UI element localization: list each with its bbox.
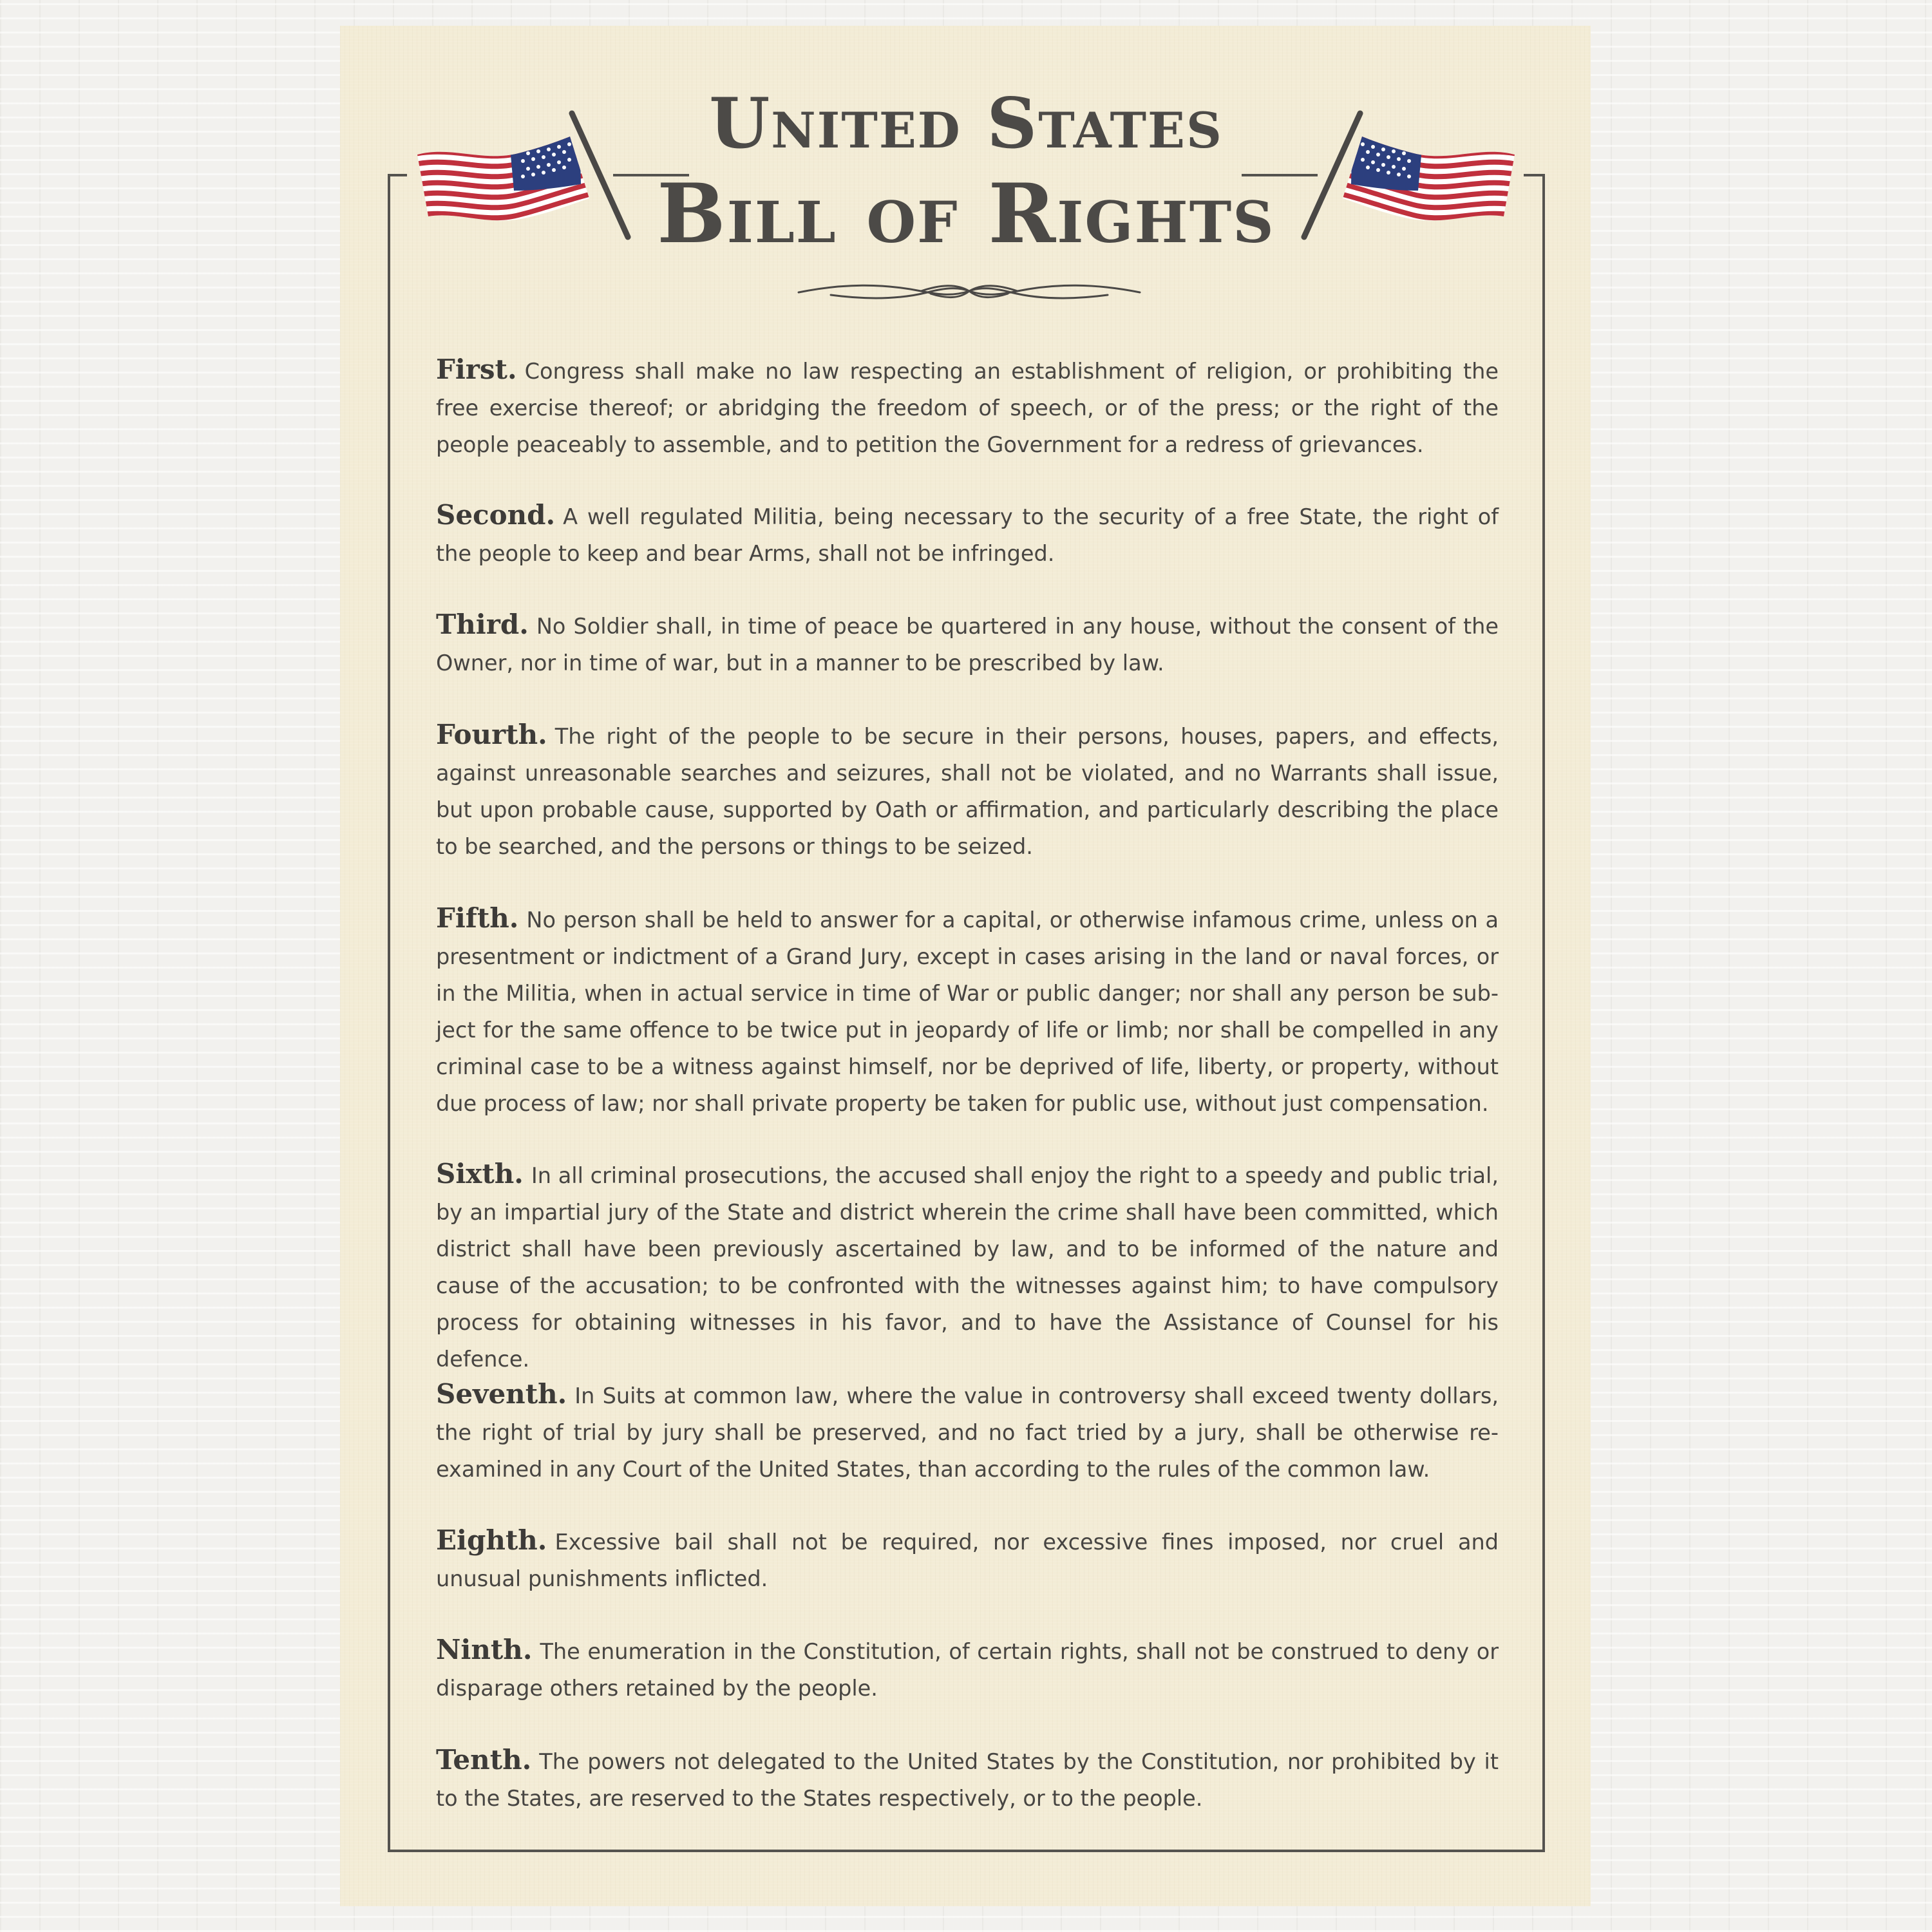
frame-bottom-border xyxy=(388,1850,1545,1852)
amendment-text: The powers not delegated to the United States by the Constitution, nor prohibited by it to the States, are reserved to the States respectively, or to the people. xyxy=(436,1749,1499,1811)
amendment-ninth xyxy=(436,1631,1499,1707)
amendment-text: No Soldier shall, in time of peace be quartered in any house, without the consent of the Owner, nor in time of war, but in a manner to be prescribed by law. xyxy=(436,614,1499,676)
amendment-third xyxy=(436,606,1499,681)
amendment-text: Excessive bail shall not be required, nor excessive fines imposed, nor cruel and unusual punishments inflicted. xyxy=(436,1530,1499,1591)
amendment-ordinal: Tenth. xyxy=(436,1744,532,1776)
amendment-tenth xyxy=(436,1741,1499,1817)
document-title-line-2: Bill of Rights xyxy=(657,166,1275,261)
amendment-ordinal: Third. xyxy=(436,609,529,640)
frame-left-border xyxy=(388,174,390,1852)
amendment-text: The right of the people to be secure in their persons, houses, papers, and effects, against unreasonable searches and seizures, shall not be violated, and no Warrants shall issue, but upon probable cause, supported by Oath or affirmation, and particularly describing the place to be searched, and the persons or things to be seized. xyxy=(436,724,1499,859)
amendment-text: Congress shall make no law respecting an establishment of religion, or prohibiting the free exercise thereof; or abridging the freedom of speech, or of the press; or the right of the people peaceably to assemble, and to petition the Government for a redress of grievances. xyxy=(436,359,1499,457)
document-title-line-1: United States xyxy=(709,83,1223,164)
flourish-divider-icon xyxy=(792,278,1146,304)
amendment-ordinal: Fourth. xyxy=(436,719,547,750)
amendment-ordinal: First. xyxy=(436,354,517,385)
amendment-text: The enumeration in the Constitution, of certain rights, shall not be construed to deny or disparage others retained by the people. xyxy=(436,1639,1499,1701)
amendment-sixth xyxy=(436,1155,1499,1378)
amendment-ordinal: Sixth. xyxy=(436,1158,524,1189)
amendment-ordinal: Eighth. xyxy=(436,1524,547,1556)
amendment-text: A well regulated Militia, being necessary to the security of a free State, the right of the people to keep and bear Arms, shall not be infringed. xyxy=(436,504,1499,566)
amendment-ordinal: Seventh. xyxy=(436,1378,567,1410)
amendment-fourth xyxy=(436,716,1499,865)
amendment-ordinal: Ninth. xyxy=(436,1634,533,1665)
amendment-fifth xyxy=(436,900,1499,1122)
american-flag-icon xyxy=(1294,108,1520,243)
amendment-ordinal: Second. xyxy=(436,499,556,531)
amendment-second xyxy=(436,497,1499,572)
frame-right-border xyxy=(1542,174,1545,1852)
amendment-eighth xyxy=(436,1522,1499,1597)
amendment-seventh xyxy=(436,1376,1499,1488)
amendment-first xyxy=(436,351,1499,463)
amendment-text: In all criminal prosecutions, the accused shall enjoy the right to a speedy and public trial, by an impartial jury of the State and district wherein the crime shall have been committed, which district shall have been previously ascertained by law, and to be informed of the nature and cause of the accusation; to be confronted with the witnesses against him; to have compulsory process for obtaining witnesses in his favor, and to have the Assistance of Counsel for his defence. xyxy=(436,1163,1499,1372)
amendment-ordinal: Fifth. xyxy=(436,902,519,934)
amendment-text: No person shall be held to answer for a capital, or otherwise infamous crime, unless on a presentment or indictment of a Grand Jury, except in cases arising in the land or naval forces, or in the Militia, when in actual service in time of War or public danger; nor shall any person be sub-ject for the same offence to be twice put in jeopardy of life or limb; nor shall be compelled in any criminal case to be a witness against himself, nor be deprived of life, liberty, or property, without due process of law; nor shall private property be taken for public use, without just compensation. xyxy=(436,907,1499,1116)
frame-top-left-segment xyxy=(388,174,407,176)
american-flag-icon xyxy=(412,108,638,243)
amendment-text: In Suits at common law, where the value in controversy shall exceed twenty dollars, the right of trial by jury shall be preserved, and no fact tried by a jury, shall be otherwise re-examined in any Court of the United States, than according to the rules of the common law. xyxy=(436,1383,1499,1482)
